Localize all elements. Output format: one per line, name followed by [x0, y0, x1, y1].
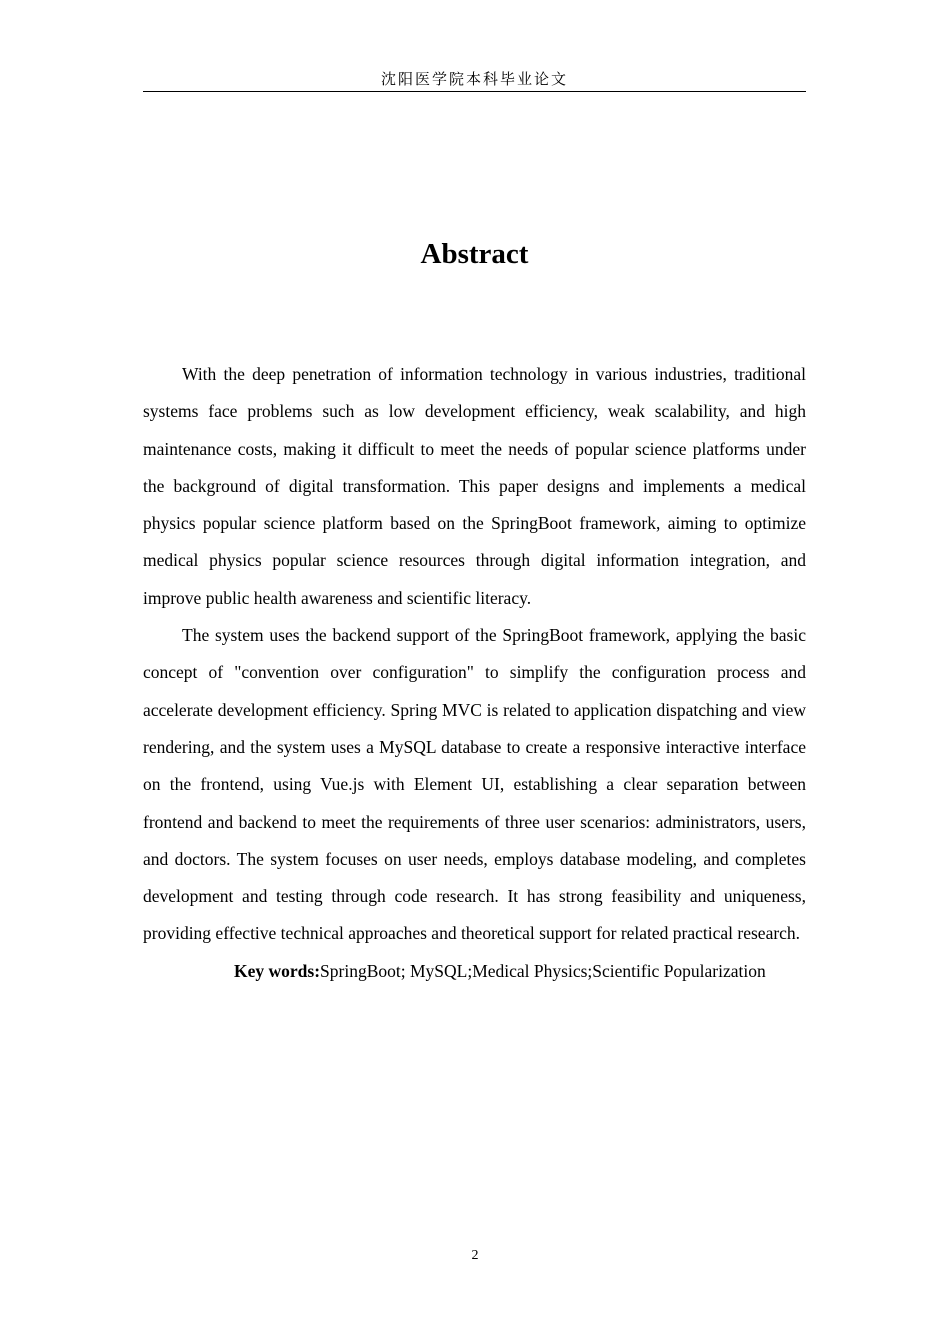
- page-number: 2: [471, 1248, 479, 1263]
- abstract-paragraph-1: With the deep penetration of information technology in various industries, traditional systems face problems such as low development efficiency, weak scalability, and high maintenance costs, making it difficult to meet the needs of popular science platforms under the background of digital transformation. This paper designs and implements a medical physics popular science platform based on the SpringBoot framework, aiming to optimize medical physics popular science resources through digital information integration, and improve public health awareness and scientific literacy.: [143, 364, 806, 608]
- header-text: 沈阳医学院本科毕业论文: [380, 70, 568, 88]
- keywords-line: [143, 953, 806, 990]
- keywords-label: Key words:: [234, 960, 321, 981]
- keywords-value: SpringBoot; MySQL;Medical Physics;Scientific Popularization: [320, 960, 766, 981]
- abstract-body: [143, 356, 806, 990]
- abstract-title: Abstract: [420, 238, 529, 270]
- page-header: [143, 68, 806, 92]
- abstract-paragraph-2: The system uses the backend support of the SpringBoot framework, applying the basic concept of "convention over configuration" to simplify the configuration process and accelerate development efficiency. Spring MVC is related to application dispatching and view rendering, and the system uses a MySQL database to create a responsive interactive interface on the frontend, using Vue.js with Element UI, establishing a clear separation between frontend and backend to meet the requirements of three user scenarios: administrators, users, and doctors. The system focuses on user needs, employs database modeling, and completes development and testing through code research. It has strong feasibility and uniqueness, providing effective technical approaches and theoretical support for related practical research.: [143, 625, 806, 944]
